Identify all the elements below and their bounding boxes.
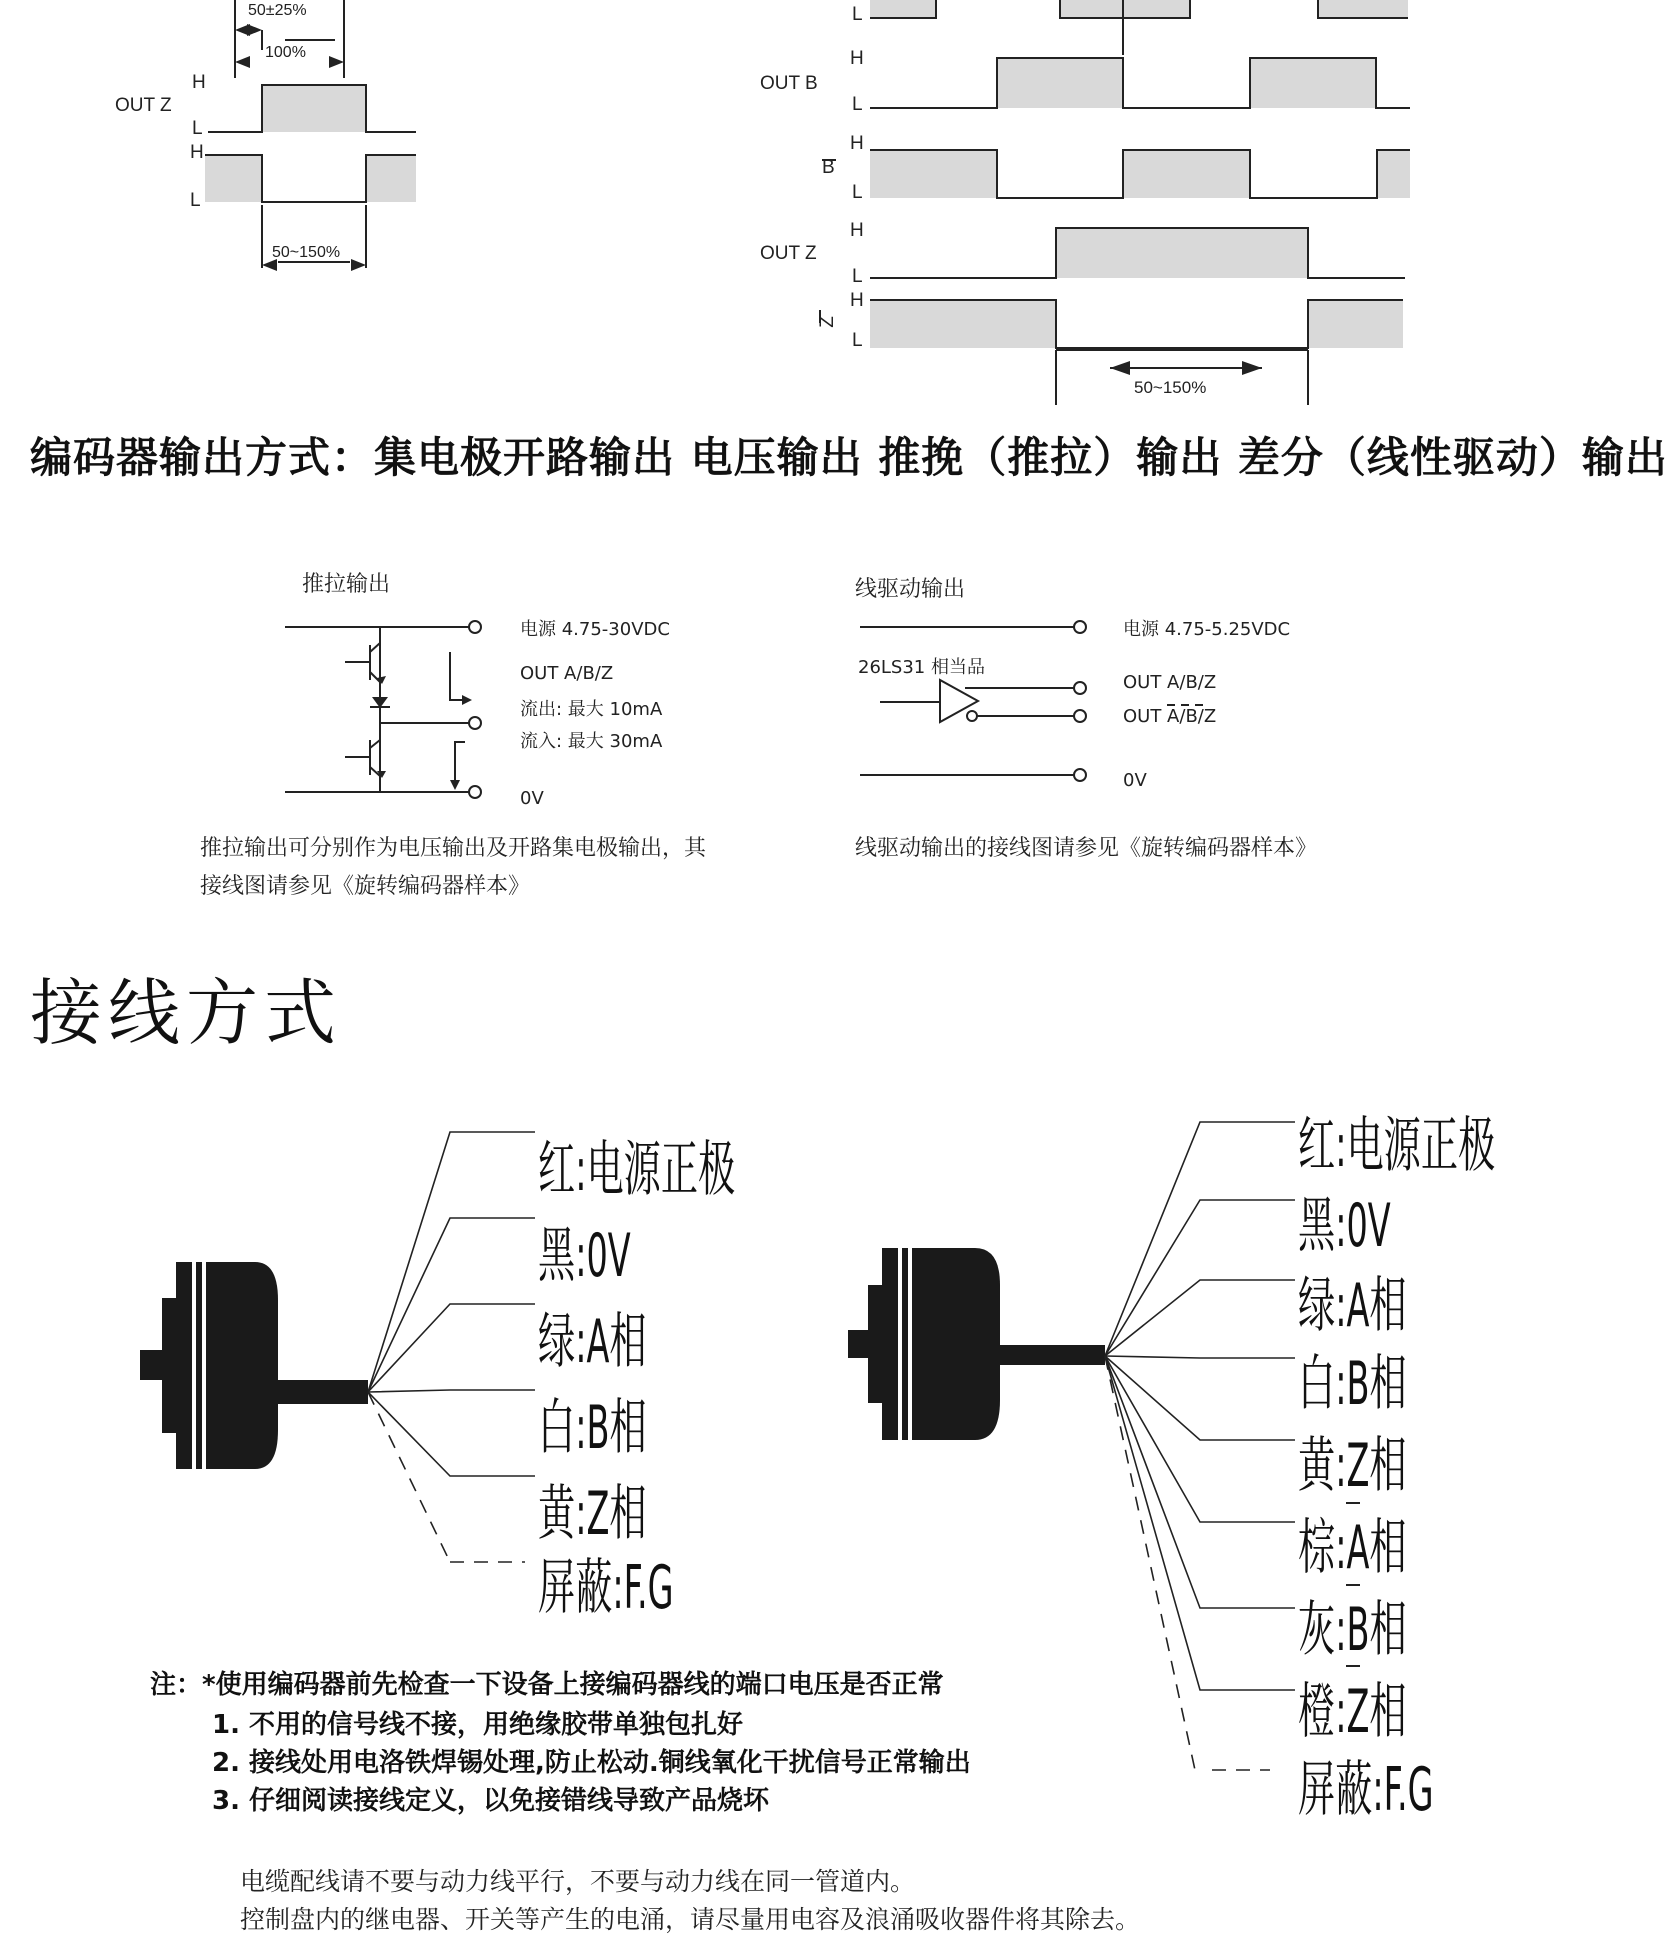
pushpull-0v: 0V xyxy=(520,788,544,809)
right-wire-white: 白:B相 xyxy=(1298,1349,1407,1419)
linedrive-chip: 26LS31 相当品 xyxy=(858,657,985,678)
note-item-1: 1. 不用的信号线不接，用绝缘胶带单独包扎好 xyxy=(212,1710,744,1740)
right-wire-orange: 橙:Z相 xyxy=(1298,1677,1407,1747)
pushpull-title: 推拉输出 xyxy=(302,572,391,597)
pushpull-power: 电源 4.75-30VDC xyxy=(520,619,670,640)
zbar-label: Z xyxy=(816,316,838,328)
output-mode-heading: 编码器输出方式：集电极开路输出 电压输出 推挽（推拉）输出 差分（线性驱动）输出 xyxy=(30,433,1668,482)
outb-h: H xyxy=(850,48,864,69)
note-item-2: 2. 接线处用电洛铁焊锡处理,防止松动.铜线氧化干扰信号正常输出 xyxy=(212,1748,971,1778)
left-phase-width-label: 50~150% xyxy=(272,244,341,261)
outb-label: OUT B xyxy=(760,73,818,94)
right-wire-red: 红:电源正极 xyxy=(1298,1111,1496,1181)
outz-label: OUT Z xyxy=(760,243,817,264)
left-wire-shield: 屏蔽:F.G xyxy=(538,1553,674,1623)
left-zbar-l: L xyxy=(190,190,201,211)
pushpull-out: OUT A/B/Z xyxy=(520,663,614,684)
bbar-label: B xyxy=(822,157,835,178)
footer-line-2: 控制盘内的继电器、开关等产生的电涌，请尽量用电容及浪涌吸收器件将其除去。 xyxy=(240,1905,1141,1934)
left-outz-label: OUT Z xyxy=(115,95,172,116)
left-outz-l: L xyxy=(192,118,203,139)
left-wire-green: 绿:A相 xyxy=(538,1307,647,1377)
period-label: 100% xyxy=(265,44,306,61)
linedrive-out: OUT A/B/Z xyxy=(1123,672,1217,693)
note-lead: 注：*使用编码器前先检查一下设备上接编码器线的端口电压是否正常 xyxy=(150,1670,944,1700)
pushpull-source-current: 流出: 最大 10mA xyxy=(520,699,663,720)
right-wire-black: 黑:0V xyxy=(1298,1191,1391,1261)
wiring-title: 接线方式 xyxy=(30,971,343,1055)
linedrive-description: 线驱动输出的接线图请参见《旋转编码器样本》 xyxy=(855,836,1318,861)
left-zbar-h: H xyxy=(190,142,204,163)
left-wire-red: 红:电源正极 xyxy=(538,1135,736,1205)
linedrive-title: 线驱动输出 xyxy=(855,577,966,602)
bbar-h: H xyxy=(850,133,864,154)
linedrive-0v: 0V xyxy=(1123,770,1147,791)
zbar-h: H xyxy=(850,290,864,311)
outb-l: L xyxy=(852,94,863,115)
outz-l: L xyxy=(852,266,863,287)
right-top-l: L xyxy=(852,4,863,25)
bbar-l: L xyxy=(852,182,863,203)
duty-tolerance-label: 50±25% xyxy=(248,2,307,19)
linedrive-out-complement: OUT A/B/Z xyxy=(1123,706,1217,727)
right-wire-gray: 灰:B相 xyxy=(1298,1595,1407,1665)
right-wire-shield: 屏蔽:F.G xyxy=(1298,1755,1434,1825)
note-item-3: 3. 仔细阅读接线定义，以免接错线导致产品烧坏 xyxy=(212,1786,770,1816)
linedrive-power: 电源 4.75-5.25VDC xyxy=(1123,619,1291,640)
left-wire-yellow: 黄:Z相 xyxy=(538,1479,647,1549)
right-wire-yellow: 黄:Z相 xyxy=(1298,1431,1407,1501)
right-wire-green: 绿:A相 xyxy=(1298,1271,1407,1341)
pushpull-description: 推拉输出可分别作为电压输出及开路集电极输出，其接线图请参见《旋转编码器样本》 xyxy=(200,836,707,899)
right-wire-brown: 棕:A相 xyxy=(1298,1513,1407,1583)
left-wire-white: 白:B相 xyxy=(538,1393,647,1463)
left-wire-black: 黑:0V xyxy=(538,1221,631,1291)
footer-line-1: 电缆配线请不要与动力线平行，不要与动力线在同一管道内。 xyxy=(240,1867,916,1896)
pushpull-sink-current: 流入: 最大 30mA xyxy=(520,731,663,752)
left-outz-h: H xyxy=(192,72,206,93)
right-phase-width-label: 50~150% xyxy=(1134,378,1207,397)
outz-h: H xyxy=(850,220,864,241)
zbar-l: L xyxy=(852,330,863,351)
